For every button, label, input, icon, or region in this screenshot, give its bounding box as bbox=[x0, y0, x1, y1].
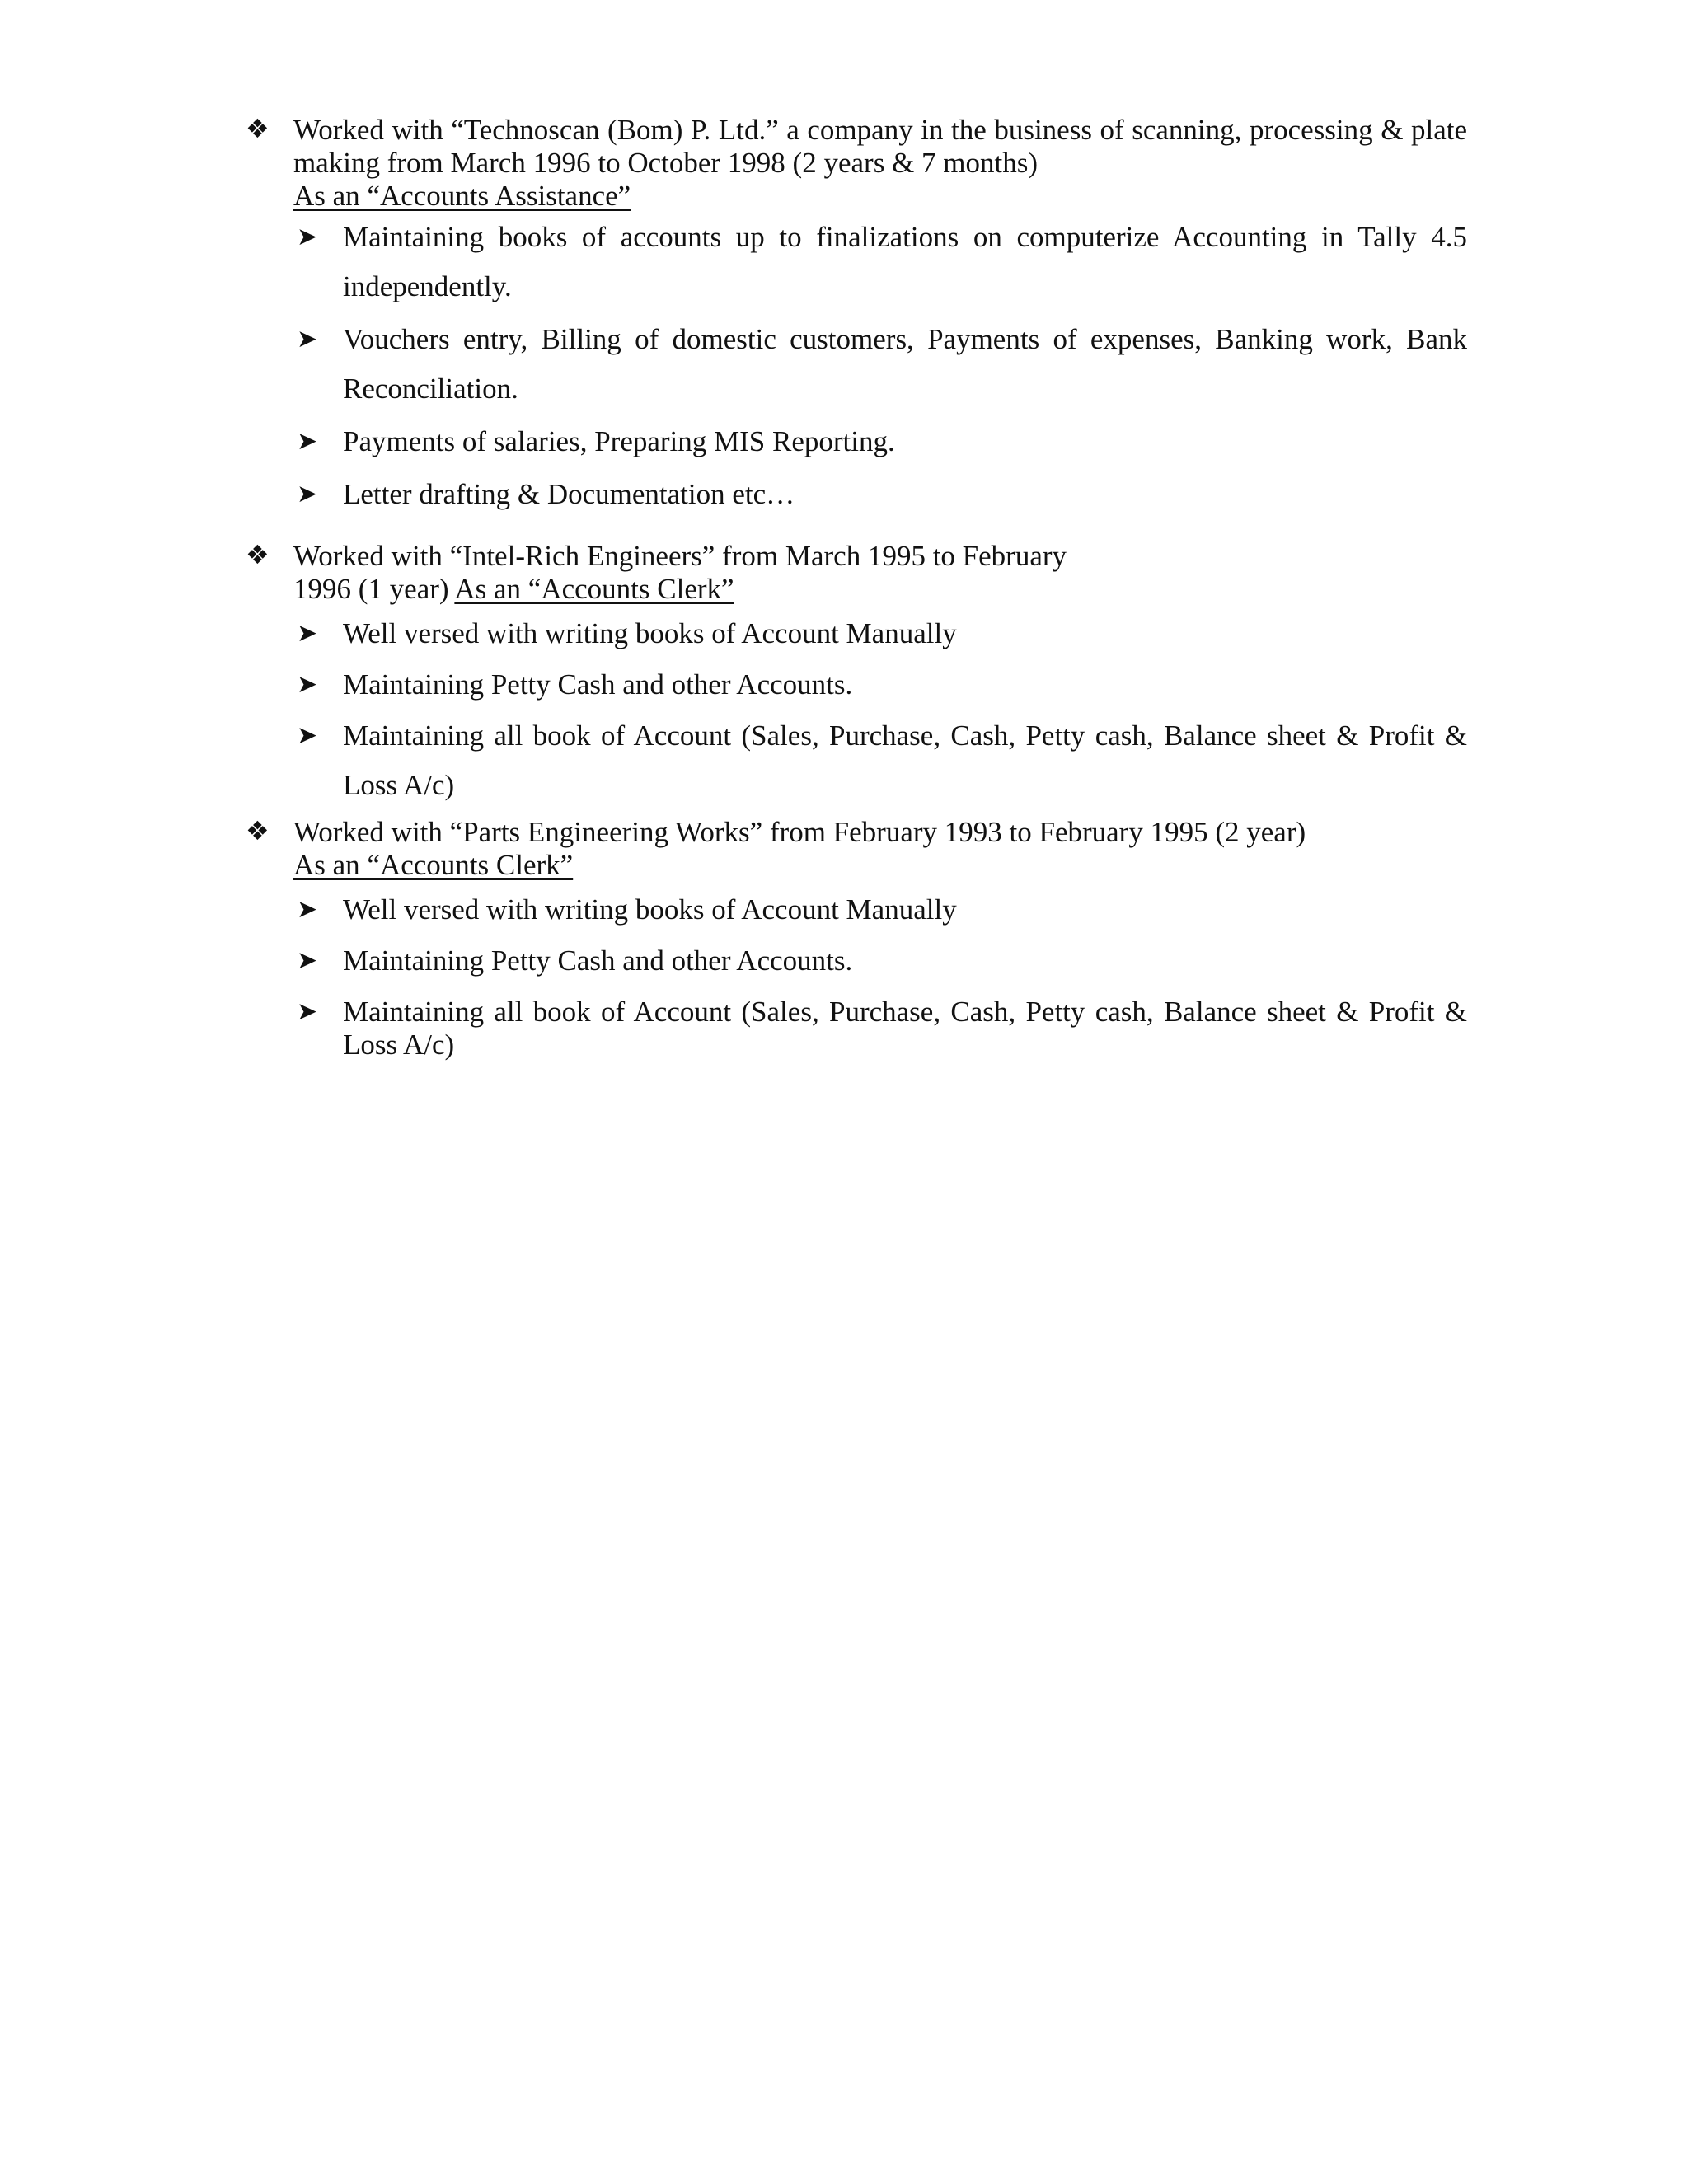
duty-text: Maintaining all book of Account (Sales, Purchase, Cash, Petty cash, Balance sheet & Profit & Loss A/c) bbox=[343, 996, 1467, 1061]
list-item bbox=[246, 660, 1467, 710]
list-item bbox=[246, 315, 1467, 414]
duty-text: Maintaining Petty Cash and other Accounts. bbox=[343, 944, 853, 977]
arrow-bullet-icon: ➤ bbox=[297, 325, 318, 354]
duty-list bbox=[246, 609, 1467, 810]
arrow-bullet-icon: ➤ bbox=[297, 946, 318, 975]
duty-text: Vouchers entry, Billing of domestic customers, Payments of expenses, Banking work, Bank Reconciliation. bbox=[343, 323, 1467, 405]
arrow-bullet-icon: ➤ bbox=[297, 721, 318, 750]
job-intro: Worked with “Intel-Rich Engineers” from March 1995 to February bbox=[293, 540, 1067, 572]
job-role: As an “Accounts Clerk” bbox=[293, 849, 574, 881]
job-heading bbox=[246, 816, 1467, 849]
job-heading bbox=[246, 540, 1467, 573]
diamond-bullet-icon: ❖ bbox=[246, 815, 270, 846]
job-intro: Worked with “Technoscan (Bom) P. Ltd.” a company in the business of scanning, processing & plate making from March 1996 to October 1998 (2 years & 7 months) bbox=[293, 114, 1467, 179]
diamond-bullet-icon: ❖ bbox=[246, 539, 270, 570]
duty-text: Payments of salaries, Preparing MIS Reporting. bbox=[343, 425, 895, 457]
duty-text: Letter drafting & Documentation etc… bbox=[343, 478, 795, 510]
job-entry-parts-engineering bbox=[246, 816, 1467, 1062]
arrow-bullet-icon: ➤ bbox=[297, 997, 318, 1026]
list-item bbox=[246, 996, 1467, 1062]
duty-text: Maintaining Petty Cash and other Accounts. bbox=[343, 668, 853, 701]
job-intro: Worked with “Parts Engineering Works” from February 1993 to February 1995 (2 year) bbox=[293, 816, 1306, 848]
arrow-bullet-icon: ➤ bbox=[297, 895, 318, 924]
duty-text: Well versed with writing books of Account Manually bbox=[343, 893, 957, 926]
duty-text: Maintaining books of accounts up to finalizations on computerize Accounting in Tally 4.5 independently. bbox=[343, 221, 1467, 302]
list-item bbox=[246, 417, 1467, 466]
duty-text: Maintaining all book of Account (Sales, Purchase, Cash, Petty cash, Balance sheet & Profit & Loss A/c) bbox=[343, 719, 1467, 801]
list-item bbox=[246, 213, 1467, 312]
job-entry-technoscan bbox=[246, 114, 1467, 519]
arrow-bullet-icon: ➤ bbox=[297, 480, 318, 509]
duty-list bbox=[246, 213, 1467, 519]
arrow-bullet-icon: ➤ bbox=[297, 427, 318, 456]
list-item bbox=[246, 609, 1467, 658]
list-item bbox=[246, 936, 1467, 986]
job-role-line bbox=[246, 573, 1467, 606]
job-role: As an “Accounts Assistance” bbox=[293, 180, 631, 212]
list-item bbox=[246, 470, 1467, 519]
job-intro-line2: 1996 (1 year) bbox=[293, 573, 449, 605]
duty-text: Well versed with writing books of Account Manually bbox=[343, 617, 957, 649]
job-heading bbox=[246, 114, 1467, 180]
job-role: As an “Accounts Clerk” bbox=[454, 573, 734, 605]
list-item bbox=[246, 885, 1467, 935]
arrow-bullet-icon: ➤ bbox=[297, 223, 318, 251]
duty-list bbox=[246, 885, 1467, 1062]
list-item bbox=[246, 711, 1467, 810]
arrow-bullet-icon: ➤ bbox=[297, 619, 318, 648]
job-role-line bbox=[246, 180, 1467, 213]
job-role-line bbox=[246, 849, 1467, 882]
diamond-bullet-icon: ❖ bbox=[246, 113, 270, 144]
arrow-bullet-icon: ➤ bbox=[297, 670, 318, 699]
job-entry-intel-rich bbox=[246, 540, 1467, 810]
